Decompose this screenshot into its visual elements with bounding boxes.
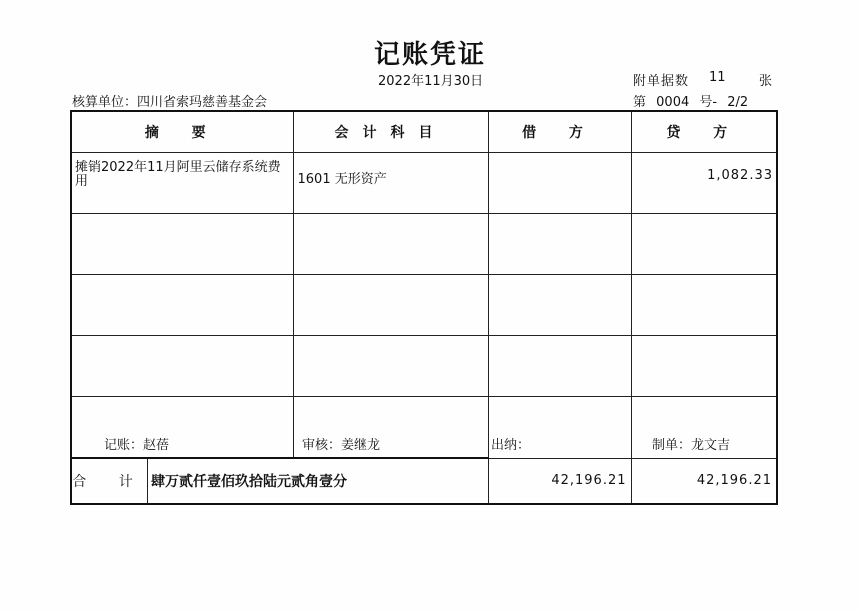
header-subject: 会计科目 (293, 111, 488, 153)
reviewer-label: 审核： (302, 438, 342, 453)
voucher-date: 2022年11月30日 (378, 74, 484, 89)
voucher-number-prefix: 第 (633, 95, 647, 110)
row-subject (293, 336, 488, 397)
total-credit: 42,196.21 (631, 458, 777, 504)
voucher-number-value: 0004 (656, 95, 690, 110)
table-row (71, 153, 777, 214)
accounting-unit (72, 91, 267, 110)
cashier-label: 出纳： (491, 438, 531, 453)
total-debit: 42,196.21 (488, 458, 631, 504)
header-debit: 借 方 (488, 111, 631, 153)
row-debit (488, 336, 631, 397)
voucher-number-suffix: 号- (699, 95, 718, 110)
attachments-unit: 张 (759, 74, 773, 89)
row-subject (293, 275, 488, 336)
signature-bookkeeper (104, 434, 169, 453)
row-debit (488, 275, 631, 336)
signature-cashier (491, 434, 530, 453)
voucher-page: 2/2 (727, 95, 749, 110)
attachments-number: 11 (709, 70, 726, 85)
table-row (71, 275, 777, 336)
row-credit: 1,082.33 (631, 153, 777, 214)
row-summary (71, 275, 293, 336)
table-row (71, 214, 777, 275)
bookkeeper-name: 赵蓓 (143, 438, 170, 453)
table-header-row (71, 111, 777, 153)
row-summary (71, 336, 293, 397)
table-row (71, 336, 777, 397)
row-subject: 1601 无形资产 (293, 153, 488, 214)
row-summary (71, 214, 293, 275)
voucher-number (633, 91, 754, 110)
bookkeeper-label: 记账： (104, 438, 144, 453)
total-label: 合 计 (72, 459, 148, 503)
attachments-label: 附单据数 (633, 74, 690, 89)
row-credit (631, 275, 777, 336)
reviewer-name: 姜继龙 (341, 438, 381, 453)
voucher-title: 记账凭证 (373, 40, 486, 70)
row-debit (488, 214, 631, 275)
preparer-label: 制单： (652, 438, 692, 453)
total-amount-in-words: 肆万贰仟壹佰玖拾陆元贰角壹分 (151, 474, 347, 490)
row-debit (488, 153, 631, 214)
row-credit (631, 336, 777, 397)
total-row (71, 458, 777, 504)
signature-reviewer (302, 434, 380, 453)
preparer-name: 龙文吉 (691, 438, 731, 453)
accounting-unit-label: 核算单位： (72, 95, 138, 110)
row-subject (293, 214, 488, 275)
attachments-count (633, 70, 773, 89)
header-credit: 贷 方 (631, 111, 777, 153)
accounting-unit-name: 四川省索玛慈善基金会 (137, 95, 268, 110)
header-summary: 摘 要 (71, 111, 293, 153)
row-credit (631, 214, 777, 275)
row-summary: 摊销2022年11月阿里云储存系统费用 (71, 153, 293, 214)
signature-preparer (652, 434, 730, 453)
total-merged-cell (71, 458, 488, 504)
